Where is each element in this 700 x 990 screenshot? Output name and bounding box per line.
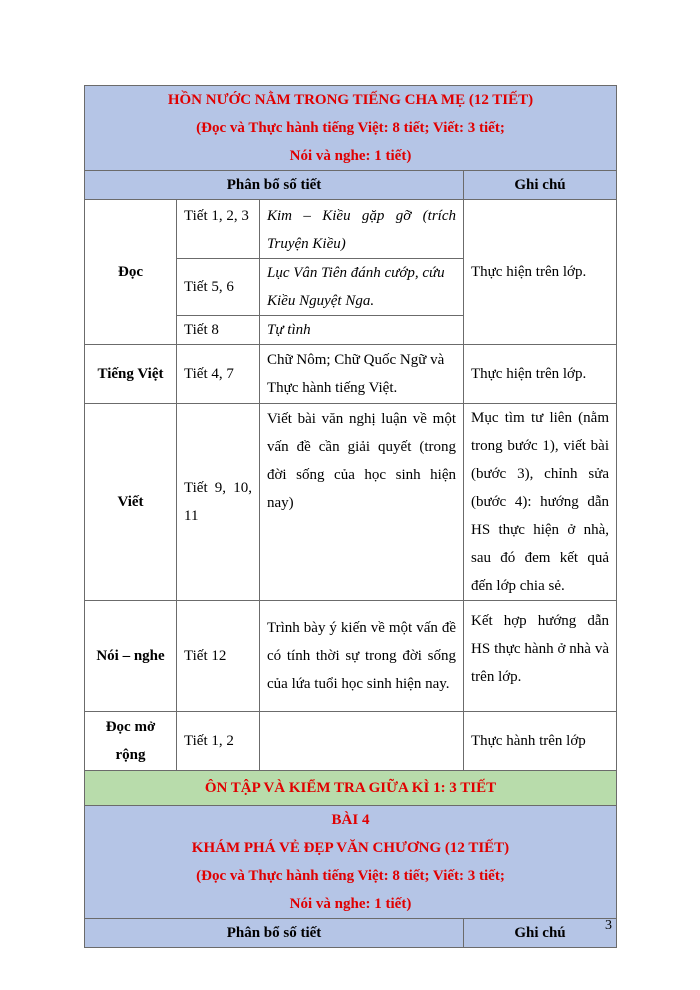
- period-cell: Tiết 1, 2, 3: [177, 200, 260, 259]
- table-row: [85, 404, 617, 601]
- content-cell: Tự tình: [260, 316, 464, 345]
- lesson-plan-table: [84, 85, 617, 948]
- table-row: [85, 345, 617, 404]
- note-cell: Kết hợp hướng dẫn HS thực hành ở nhà và trên lớp.: [464, 601, 617, 712]
- content-cell: Trình bày ý kiến về một vấn đề có tính thời sự trong đời sống của lứa tuổi học sinh hiện nay.: [260, 601, 464, 712]
- table-row: [85, 712, 617, 771]
- period-cell: Tiết 8: [177, 316, 260, 345]
- table-row: [85, 601, 617, 712]
- column-header-row-2: [85, 919, 617, 948]
- skill-doc-mo-rong: Đọc mở rộng: [85, 712, 177, 771]
- allocation-header: Phân bổ số tiết: [85, 171, 464, 200]
- section2-subtitle-line2: Nói và nghe: 1 tiết): [289, 896, 412, 912]
- section1-header-row: [85, 86, 617, 171]
- period-cell: Tiết 4, 7: [177, 345, 260, 404]
- content-cell: Chữ Nôm; Chữ Quốc Ngữ và Thực hành tiếng Việt.: [260, 345, 464, 404]
- page-number: 3: [605, 918, 612, 933]
- section1-title: HỒN NƯỚC NẰM TRONG TIẾNG CHA MẸ (12 TIẾT): [167, 92, 534, 108]
- section2-title: KHÁM PHÁ VẺ ĐẸP VĂN CHƯƠNG (12 TIẾT): [191, 840, 510, 856]
- notes-header: Ghi chú: [464, 919, 617, 948]
- section2-lesson: BÀI 4: [331, 812, 370, 828]
- note-cell: Thực hiện trên lớp.: [464, 345, 617, 404]
- note-cell: Thực hành trên lớp: [464, 712, 617, 771]
- period-cell: Tiết 9, 10, 11: [177, 404, 260, 601]
- skill-noi-nghe: Nói – nghe: [85, 601, 177, 712]
- allocation-header: Phân bổ số tiết: [85, 919, 464, 948]
- period-cell: Tiết 12: [177, 601, 260, 712]
- note-cell: Thực hiện trên lớp.: [464, 200, 617, 345]
- content-cell: Viết bài văn nghị luận về một vấn đề cần giải quyết (trong đời sống của học sinh hiện nay): [260, 404, 464, 601]
- review-row: [85, 771, 617, 806]
- section1-subtitle-line2: Nói và nghe: 1 tiết): [289, 148, 412, 164]
- section2-header-row: [85, 806, 617, 919]
- section1-subtitle-line1: (Đọc và Thực hành tiếng Việt: 8 tiết; Viết: 3 tiết;: [196, 120, 505, 136]
- table-row: [85, 200, 617, 259]
- content-cell: Kim – Kiều gặp gỡ (trích Truyện Kiều): [260, 200, 464, 259]
- column-header-row: [85, 171, 617, 200]
- skill-tieng-viet: Tiếng Việt: [85, 345, 177, 404]
- review-heading: ÔN TẬP VÀ KIỂM TRA GIỮA KÌ 1: 3 TIẾT: [85, 771, 617, 806]
- skill-doc: Đọc: [85, 200, 177, 345]
- notes-header: Ghi chú: [464, 171, 617, 200]
- section2-subtitle-line1: (Đọc và Thực hành tiếng Việt: 8 tiết; Viết: 3 tiết;: [196, 868, 505, 884]
- section1-header: [85, 86, 617, 171]
- period-cell: Tiết 1, 2: [177, 712, 260, 771]
- period-cell: Tiết 5, 6: [177, 259, 260, 316]
- content-cell: [260, 712, 464, 771]
- note-cell: Mục tìm tư liên (nằm trong bước 1), viết bài (bước 3), chỉnh sửa (bước 4): hướng dẫn HS thực hiện ở nhà, sau đó đem kết quả đến lớp chia sẻ.: [464, 404, 617, 601]
- content-cell: Lục Vân Tiên đánh cướp, cứu Kiều Nguyệt Nga.: [260, 259, 464, 316]
- section2-header: [85, 806, 617, 919]
- skill-viet: Viết: [85, 404, 177, 601]
